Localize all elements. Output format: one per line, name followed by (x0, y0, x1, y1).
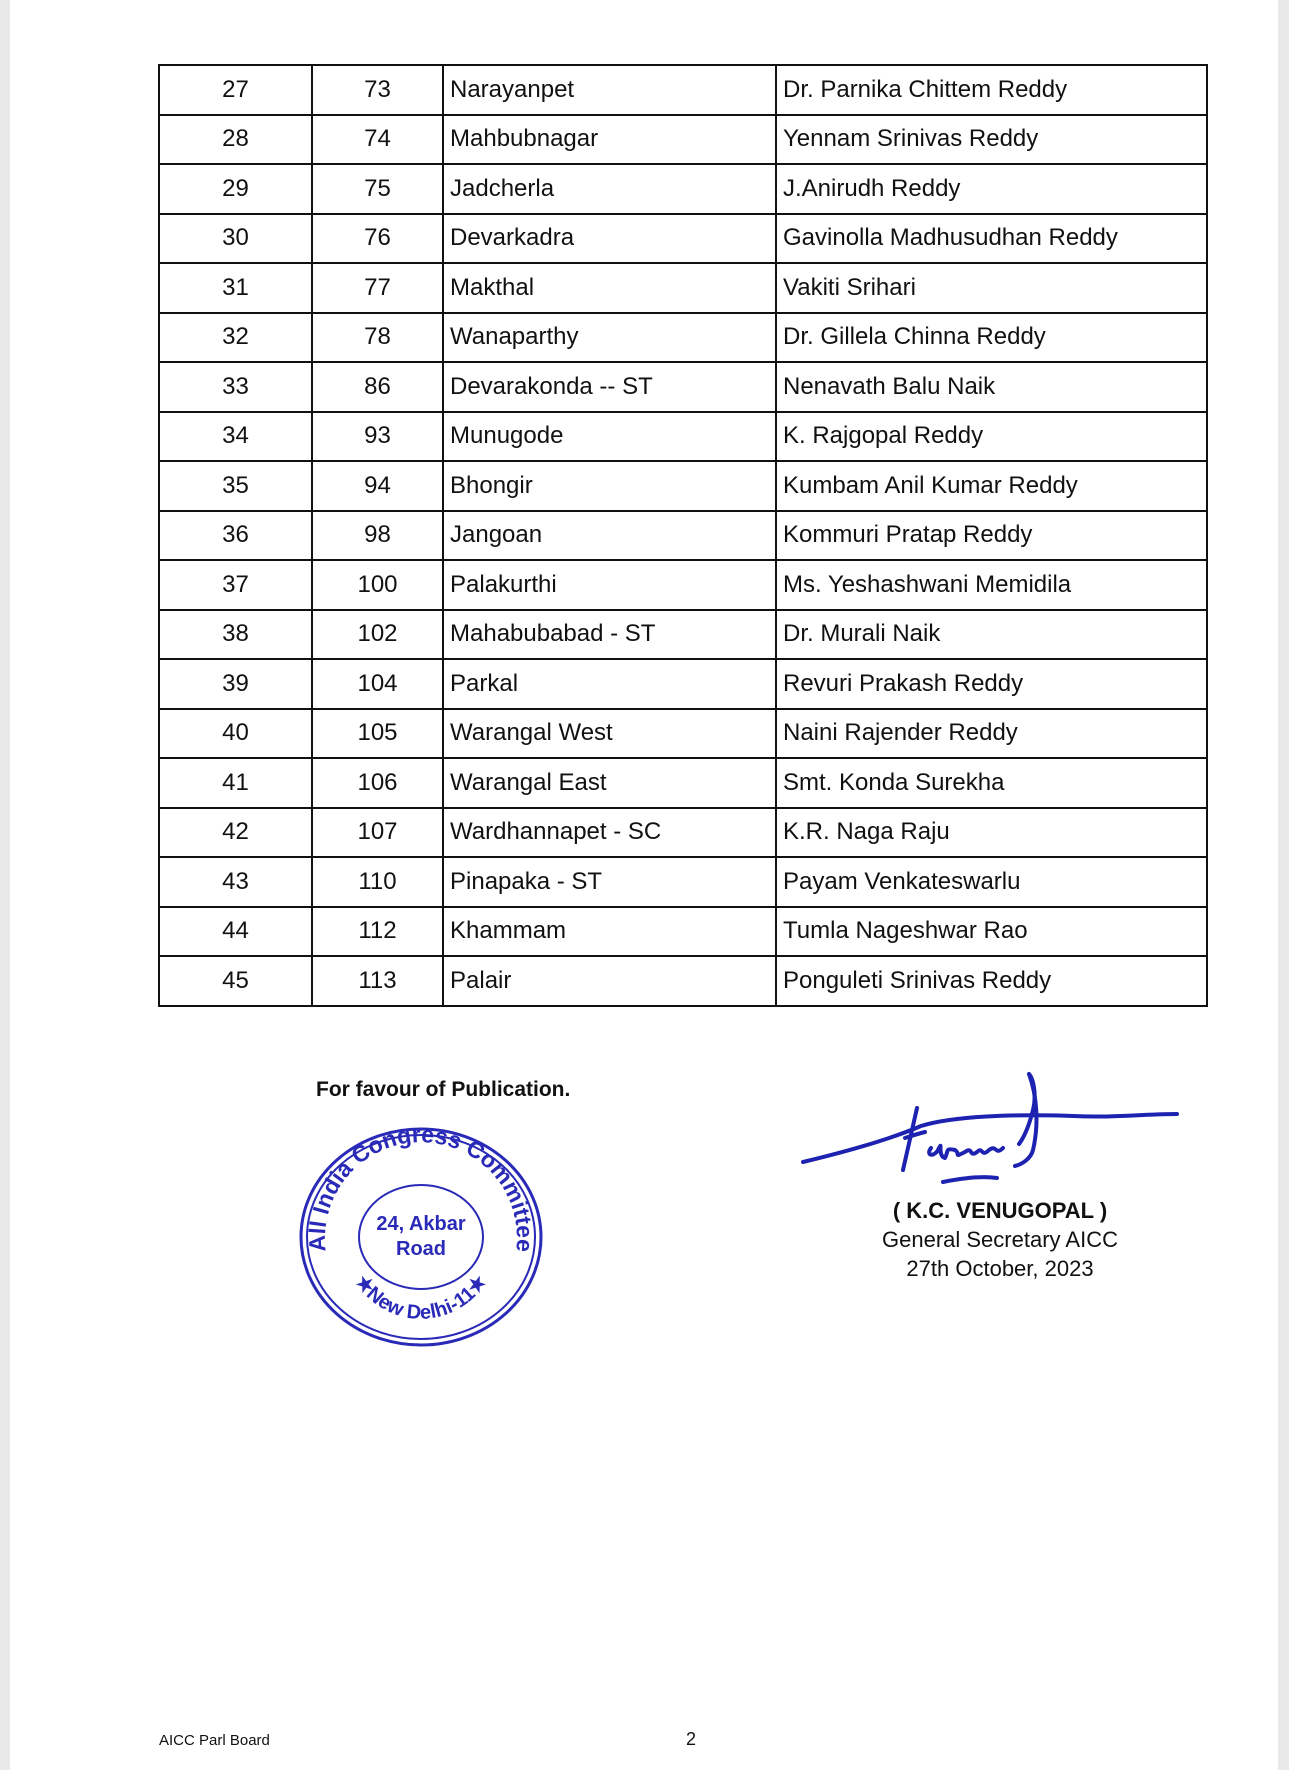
constituency-number-cell: 76 (312, 214, 443, 264)
candidate-name-cell: Revuri Prakash Reddy (776, 659, 1207, 709)
table-row (159, 808, 1207, 858)
table-row (159, 115, 1207, 165)
table-row (159, 907, 1207, 957)
serial-number-cell: 37 (159, 560, 312, 610)
candidate-name-cell: Ms. Yeshashwani Memidila (776, 560, 1207, 610)
aicc-seal (296, 1124, 546, 1350)
candidate-name-cell: Vakiti Srihari (776, 263, 1207, 313)
candidate-name-cell: Yennam Srinivas Reddy (776, 115, 1207, 165)
constituency-number-cell: 98 (312, 511, 443, 561)
constituency-number-cell: 78 (312, 313, 443, 363)
table-row (159, 263, 1207, 313)
constituency-number-cell: 102 (312, 610, 443, 660)
constituency-name-cell: Makthal (443, 263, 776, 313)
serial-number-cell: 28 (159, 115, 312, 165)
seal-arc-text: All India Congress Committee (303, 1124, 539, 1253)
serial-number-cell: 30 (159, 214, 312, 264)
constituency-name-cell: Devarkadra (443, 214, 776, 264)
constituency-number-cell: 74 (312, 115, 443, 165)
serial-number-cell: 35 (159, 461, 312, 511)
signer-title: General Secretary AICC (882, 1227, 1118, 1252)
serial-number-cell: 41 (159, 758, 312, 808)
signature (793, 1066, 1193, 1206)
constituency-number-cell: 106 (312, 758, 443, 808)
table-row (159, 709, 1207, 759)
constituency-name-cell: Wardhannapet - SC (443, 808, 776, 858)
table-row (159, 313, 1207, 363)
candidates-table (158, 64, 1208, 1007)
footer-label: AICC Parl Board (159, 1732, 270, 1749)
constituency-number-cell: 113 (312, 956, 443, 1006)
serial-number-cell: 32 (159, 313, 312, 363)
constituency-name-cell: Khammam (443, 907, 776, 957)
candidate-name-cell: Ponguleti Srinivas Reddy (776, 956, 1207, 1006)
candidate-name-cell: Nenavath Balu Naik (776, 362, 1207, 412)
constituency-name-cell: Warangal East (443, 758, 776, 808)
constituency-name-cell: Bhongir (443, 461, 776, 511)
constituency-name-cell: Warangal West (443, 709, 776, 759)
constituency-name-cell: Munugode (443, 412, 776, 462)
candidate-name-cell: Kumbam Anil Kumar Reddy (776, 461, 1207, 511)
publication-note: For favour of Publication. (316, 1078, 571, 1101)
serial-number-cell: 27 (159, 65, 312, 115)
signer-name: ( K.C. VENUGOPAL ) (892, 1198, 1108, 1223)
signer-date: 27th October, 2023 (906, 1256, 1094, 1281)
constituency-number-cell: 93 (312, 412, 443, 462)
constituency-number-cell: 86 (312, 362, 443, 412)
table-row (159, 511, 1207, 561)
constituency-name-cell: Mahabubabad - ST (443, 610, 776, 660)
seal-bottom-text: ★New Delhi-11★ (350, 1270, 492, 1325)
serial-number-cell: 45 (159, 956, 312, 1006)
table-row (159, 857, 1207, 907)
seal-center-line2: Road (396, 1238, 446, 1260)
constituency-name-cell: Devarakonda -- ST (443, 362, 776, 412)
candidate-name-cell: Tumla Nageshwar Rao (776, 907, 1207, 957)
candidate-name-cell: Payam Venkateswarlu (776, 857, 1207, 907)
candidates-table-body (159, 65, 1207, 1006)
candidate-name-cell: Dr. Parnika Chittem Reddy (776, 65, 1207, 115)
constituency-number-cell: 112 (312, 907, 443, 957)
table-row (159, 610, 1207, 660)
constituency-name-cell: Palakurthi (443, 560, 776, 610)
candidate-name-cell: Kommuri Pratap Reddy (776, 511, 1207, 561)
serial-number-cell: 34 (159, 412, 312, 462)
serial-number-cell: 31 (159, 263, 312, 313)
candidate-name-cell: Dr. Gillela Chinna Reddy (776, 313, 1207, 363)
constituency-number-cell: 107 (312, 808, 443, 858)
signer-block (850, 1196, 1150, 1283)
seal-center-line1: 24, Akbar (376, 1213, 466, 1235)
constituency-name-cell: Pinapaka - ST (443, 857, 776, 907)
serial-number-cell: 40 (159, 709, 312, 759)
serial-number-cell: 44 (159, 907, 312, 957)
table-row (159, 758, 1207, 808)
constituency-number-cell: 100 (312, 560, 443, 610)
serial-number-cell: 29 (159, 164, 312, 214)
candidate-name-cell: K. Rajgopal Reddy (776, 412, 1207, 462)
candidate-name-cell: Dr. Murali Naik (776, 610, 1207, 660)
table-row (159, 560, 1207, 610)
constituency-number-cell: 110 (312, 857, 443, 907)
constituency-number-cell: 105 (312, 709, 443, 759)
serial-number-cell: 38 (159, 610, 312, 660)
candidate-name-cell: Smt. Konda Surekha (776, 758, 1207, 808)
candidate-name-cell: K.R. Naga Raju (776, 808, 1207, 858)
page-number: 2 (686, 1729, 697, 1749)
constituency-number-cell: 94 (312, 461, 443, 511)
constituency-name-cell: Parkal (443, 659, 776, 709)
constituency-number-cell: 75 (312, 164, 443, 214)
candidate-name-cell: Gavinolla Madhusudhan Reddy (776, 214, 1207, 264)
table-row (159, 164, 1207, 214)
serial-number-cell: 39 (159, 659, 312, 709)
serial-number-cell: 33 (159, 362, 312, 412)
constituency-number-cell: 104 (312, 659, 443, 709)
constituency-number-cell: 73 (312, 65, 443, 115)
constituency-name-cell: Narayanpet (443, 65, 776, 115)
candidate-name-cell: Naini Rajender Reddy (776, 709, 1207, 759)
document-page (10, 0, 1278, 1770)
serial-number-cell: 43 (159, 857, 312, 907)
serial-number-cell: 36 (159, 511, 312, 561)
constituency-name-cell: Wanaparthy (443, 313, 776, 363)
candidate-name-cell: J.Anirudh Reddy (776, 164, 1207, 214)
table-row (159, 65, 1207, 115)
table-row (159, 461, 1207, 511)
table-row (159, 956, 1207, 1006)
table-row (159, 362, 1207, 412)
svg-text:★New Delhi-11★ (351, 1271, 492, 1324)
table-row (159, 659, 1207, 709)
constituency-name-cell: Palair (443, 956, 776, 1006)
serial-number-cell: 42 (159, 808, 312, 858)
table-row (159, 412, 1207, 462)
constituency-name-cell: Jadcherla (443, 164, 776, 214)
constituency-name-cell: Jangoan (443, 511, 776, 561)
table-row (159, 214, 1207, 264)
constituency-name-cell: Mahbubnagar (443, 115, 776, 165)
constituency-number-cell: 77 (312, 263, 443, 313)
